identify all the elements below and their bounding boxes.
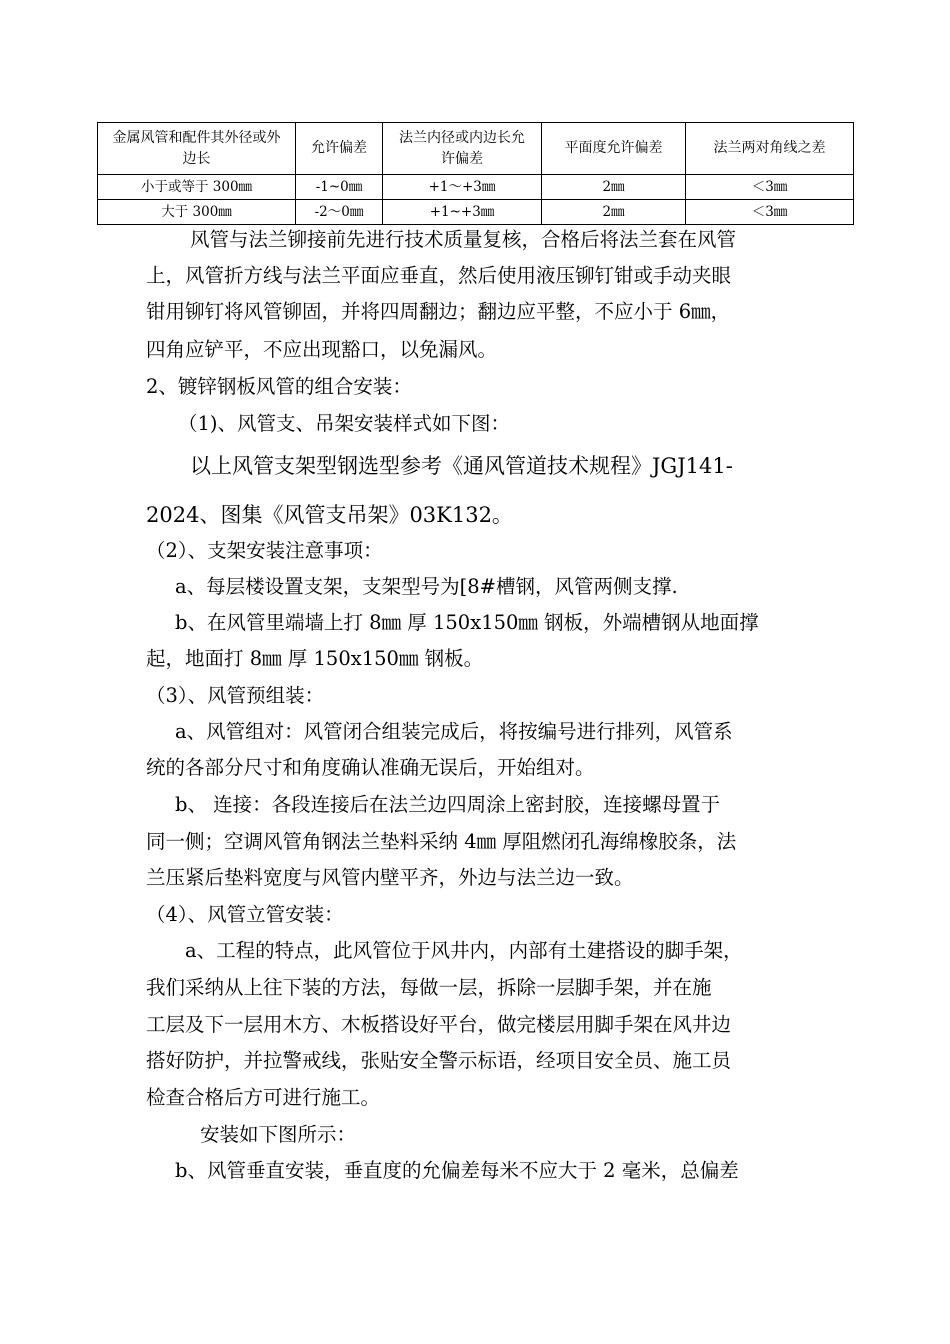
table-cell: -2～0㎜ <box>296 200 383 225</box>
table-cell: ＜3㎜ <box>686 175 854 200</box>
paragraph-line: 搭好防护，并拉警戒线，张贴安全警示标语，经项目安全员、施工员 <box>146 1049 732 1072</box>
paragraph-line: 四角应铲平，不应出现豁口，以免漏风。 <box>146 338 498 361</box>
paragraph-line: a、风管组对：风管闭合组装完成后，将按编号进行排列，风管系 <box>175 720 733 743</box>
table-cell: +1~+3㎜ <box>383 200 542 225</box>
subsection-heading: （1)、风管支、吊架安装样式如下图： <box>178 412 511 435</box>
table-row <box>98 175 854 200</box>
table-header-cell: 平面度允许偏差 <box>542 123 686 175</box>
table-cell: +1～+3㎜ <box>383 175 542 200</box>
table-cell: ＜3㎜ <box>686 200 854 225</box>
paragraph-line: b、 连接：各段连接后在法兰边四周涂上密封胶，连接螺母置于 <box>175 793 721 816</box>
table-header-cell: 法兰内径或内边长允许偏差 <box>383 123 542 175</box>
paragraph-line: 统的各部分尺寸和角度确认准确无误后，开始组对。 <box>146 756 595 779</box>
paragraph-line: 安装如下图所示： <box>200 1123 357 1146</box>
table-header-cell: 法兰两对角线之差 <box>686 123 854 175</box>
paragraph-line: 同一侧；空调风管角钢法兰垫料采纳 4㎜ 厚阻燃闭孔海绵橡胶条，法 <box>146 830 737 853</box>
subsection-heading: （4）、风管立管安装： <box>146 903 344 926</box>
table-header-cell: 允许偏差 <box>296 123 383 175</box>
paragraph-line: 2024、图集《风管支吊架》03K132。 <box>146 503 513 527</box>
paragraph-line: 钳用铆钉将风管铆固，并将四周翻边；翻边应平整，不应小于 6㎜， <box>146 300 731 323</box>
table-header-row <box>98 123 854 175</box>
table-cell: -1~0㎜ <box>296 175 383 200</box>
tolerance-table <box>97 122 854 225</box>
paragraph-line: a、每层楼设置支架，支架型号为[8#槽钢，风管两侧支撑. <box>175 575 678 598</box>
paragraph-line: b、在风管里端墙上打 8㎜ 厚 150x150㎜ 钢板，外端槽钢从地面撑 <box>175 611 759 634</box>
paragraph-line: 起，地面打 8㎜ 厚 150x150㎜ 钢板。 <box>146 647 484 670</box>
table-row <box>98 200 854 225</box>
table-cell: 2㎜ <box>542 200 686 225</box>
table-cell: 小于或等于 300㎜ <box>98 175 296 200</box>
paragraph-line: 我们采纳从上往下装的方法，每做一层，拆除一层脚手架，并在施 <box>146 976 712 999</box>
paragraph-line: 检查合格后方可进行施工。 <box>146 1086 381 1109</box>
subsection-heading: （2）、支架安装注意事项： <box>146 539 383 562</box>
paragraph-line: 风管与法兰铆接前先进行技术质量复核，合格后将法兰套在风管 <box>190 228 737 251</box>
paragraph-line: a、工程的特点，此风管位于风井内，内部有土建搭设的脚手架， <box>185 939 743 962</box>
paragraph-line: 工层及下一层用木方、木板搭设好平台，做完楼层用脚手架在风井边 <box>146 1013 732 1036</box>
section-heading: 2、镀锌钢板风管的组合安装： <box>146 375 412 398</box>
table-cell: 2㎜ <box>542 175 686 200</box>
paragraph-line: 上，风管折方线与法兰平面应垂直，然后使用液压铆钉钳或手动夹眼 <box>146 264 732 287</box>
paragraph-line: 以上风管支架型钢选型参考《通风管道技术规程》JGJ141- <box>190 454 733 478</box>
table-cell: 大于 300㎜ <box>98 200 296 225</box>
paragraph-line: 兰压紧后垫料宽度与风管内壁平齐，外边与法兰边一致。 <box>146 866 634 889</box>
table-header-cell: 金属风管和配件其外径或外边长 <box>98 123 296 175</box>
paragraph-line: b、风管垂直安装，垂直度的允偏差每米不应大于 2 毫米，总偏差 <box>175 1159 739 1182</box>
subsection-heading: （3）、风管预组装： <box>146 684 325 707</box>
